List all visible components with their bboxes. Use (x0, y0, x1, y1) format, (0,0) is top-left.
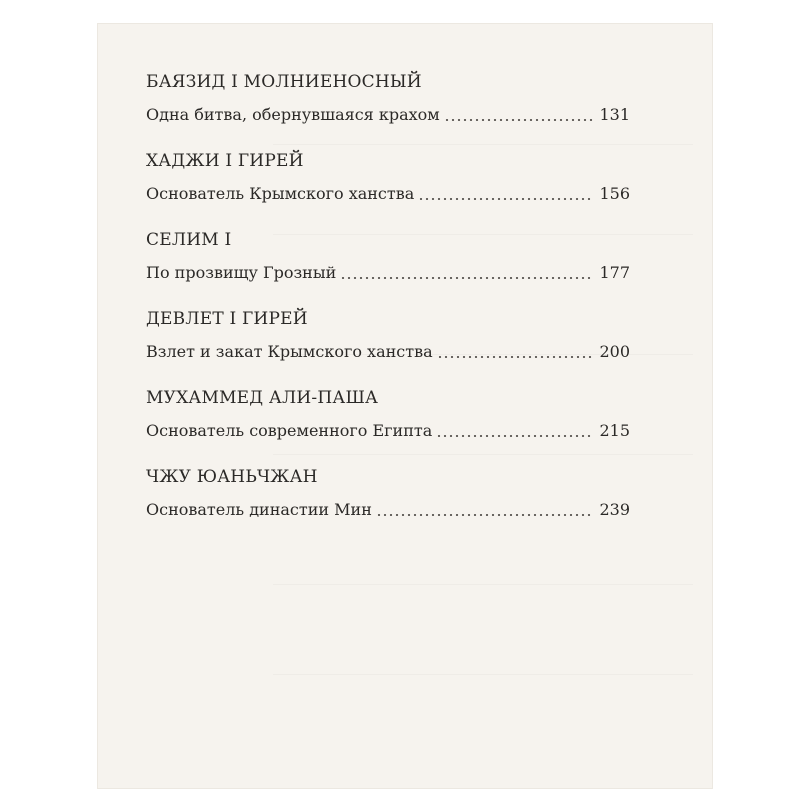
toc-entry-title: БАЯЗИД I МОЛНИЕНОСНЫЙ (146, 72, 422, 92)
dot-leader (444, 119, 594, 121)
toc-entry-line (146, 340, 630, 364)
toc-entry (146, 228, 630, 285)
bleed-through-line (273, 674, 693, 675)
toc-entry-line (146, 261, 630, 285)
toc-entry-title: ХАДЖИ I ГИРЕЙ (146, 151, 304, 171)
dot-leader (437, 356, 594, 358)
toc-page-number: 131 (599, 105, 630, 124)
dot-leader (436, 435, 593, 437)
toc-page-number: 156 (599, 184, 630, 203)
toc-entry (146, 386, 630, 443)
toc-entry-line (146, 103, 630, 127)
toc-entry-subtitle: По прозвищу Грозный (146, 263, 337, 282)
toc-page-number: 177 (599, 263, 630, 282)
toc-entry (146, 307, 630, 364)
toc-entry-subtitle: Основатель современного Египта (146, 421, 433, 440)
toc-entry-title: МУХАММЕД АЛИ-ПАША (146, 388, 379, 408)
toc-page-number: 200 (599, 342, 630, 361)
toc-entry-title: ЧЖУ ЮАНЬЧЖАН (146, 467, 318, 487)
toc-page-number: 239 (599, 500, 630, 519)
dot-leader (418, 198, 593, 200)
toc-entry-line (146, 182, 630, 206)
toc-entry-subtitle: Основатель династии Мин (146, 500, 372, 519)
bleed-through-line (273, 584, 693, 585)
dot-leader (376, 514, 594, 516)
toc-entry-subtitle: Одна битва, обернувшаяся крахом (146, 105, 440, 124)
toc-page-number: 215 (599, 421, 630, 440)
toc-entry-line (146, 498, 630, 522)
dot-leader (340, 277, 593, 279)
toc-entry-title: ДЕВЛЕТ I ГИРЕЙ (146, 309, 308, 329)
toc-entry (146, 149, 630, 206)
toc-entry-subtitle: Взлет и закат Крымского ханства (146, 342, 433, 361)
toc-entry-subtitle: Основатель Крымского ханства (146, 184, 415, 203)
toc-entry (146, 465, 630, 522)
toc-entry-title: СЕЛИМ I (146, 230, 232, 250)
toc-entry-line (146, 419, 630, 443)
toc-entry (146, 70, 630, 127)
table-of-contents (146, 70, 630, 544)
